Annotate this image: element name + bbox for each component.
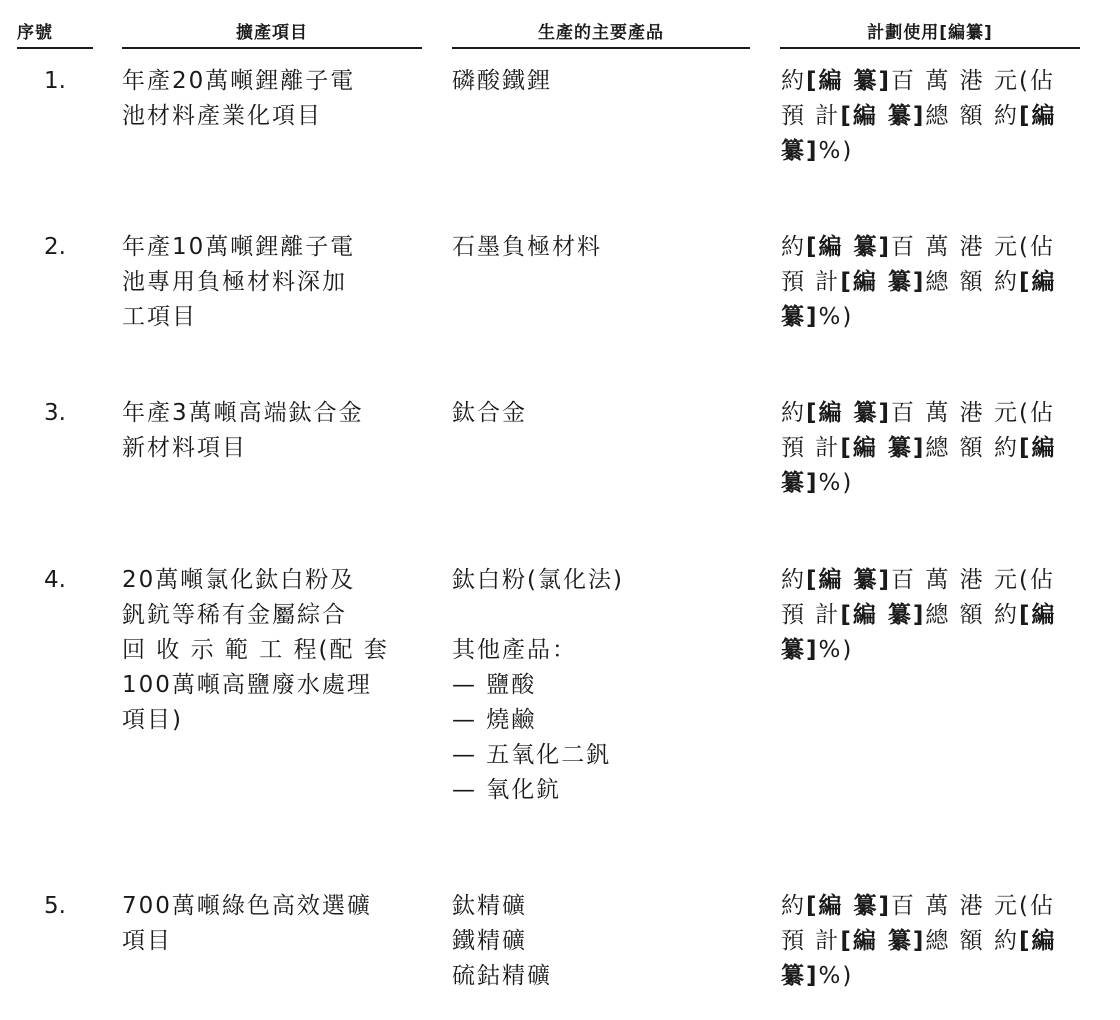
project-cell — [122, 64, 427, 134]
product-cell — [452, 230, 752, 265]
use-line-3 — [781, 633, 1086, 668]
use-line-1 — [781, 889, 1086, 924]
use-text: 預 計 — [781, 269, 841, 295]
spacer — [452, 598, 752, 633]
use-text: 預 計 — [781, 103, 841, 129]
use-text: 百 萬 港 元(佔 — [891, 68, 1055, 94]
redacted-marker: [編 — [1018, 269, 1057, 295]
product-line: 鈦精礦 — [452, 893, 527, 919]
product-line: 磷酸鐵鋰 — [452, 68, 552, 94]
redacted-marker: [編 纂] — [806, 68, 892, 94]
use-text: 百 萬 港 元(佔 — [891, 400, 1055, 426]
project-line: 年產20萬噸鋰離子電 — [122, 68, 356, 94]
redacted-marker: [編 纂] — [840, 435, 926, 461]
planned-use-cell — [781, 889, 1086, 994]
use-text: 約 — [781, 893, 806, 919]
use-text: 預 計 — [781, 602, 841, 628]
planned-use-cell — [781, 230, 1086, 335]
use-text: %) — [818, 304, 854, 330]
redacted-marker: [編 纂] — [806, 567, 892, 593]
use-line-1 — [781, 563, 1086, 598]
use-text: 約 — [781, 400, 806, 426]
header-planned-use: 計劃使用[編纂] — [780, 22, 1080, 49]
project-line: 回 收 示 範 工 程(配 套 — [122, 637, 389, 663]
project-line: 項目 — [122, 928, 172, 954]
use-line-2 — [781, 431, 1086, 466]
other-product-item: — 燒鹼 — [452, 707, 537, 733]
project-line: 釩鈧等稀有金屬綜合 — [122, 602, 347, 628]
redacted-marker: [編 — [1018, 928, 1057, 954]
redacted-marker: [編 纂] — [840, 602, 926, 628]
use-text: 預 計 — [781, 928, 841, 954]
project-cell — [122, 396, 427, 466]
other-product-item: — 五氧化二釩 — [452, 742, 612, 768]
project-line: 池材料產業化項目 — [122, 103, 322, 129]
redacted-marker: [編 纂] — [806, 893, 892, 919]
header-main-products: 生產的主要產品 — [452, 22, 750, 49]
redacted-marker: [編 纂] — [840, 103, 926, 129]
project-line: 項目) — [122, 707, 183, 733]
product-cell — [452, 64, 752, 99]
product-line: 石墨負極材料 — [452, 234, 602, 260]
product-cell — [452, 889, 752, 994]
use-text: 總 額 約 — [925, 103, 1019, 129]
use-line-3 — [781, 300, 1086, 335]
project-line: 池專用負極材料深加 — [122, 269, 347, 295]
use-line-3 — [781, 134, 1086, 169]
planned-use-cell — [781, 64, 1086, 169]
use-line-2 — [781, 598, 1086, 633]
redacted-marker: 纂] — [781, 470, 819, 496]
project-line: 年產10萬噸鋰離子電 — [122, 234, 356, 260]
project-cell — [122, 563, 427, 738]
use-line-1 — [781, 64, 1086, 99]
use-text: 總 額 約 — [925, 602, 1019, 628]
use-text: 百 萬 港 元(佔 — [891, 567, 1055, 593]
use-text: 總 額 約 — [925, 928, 1019, 954]
other-product-item: — 鹽酸 — [452, 672, 537, 698]
project-line: 年產3萬噸高端鈦合金 — [122, 400, 364, 426]
use-text: 預 計 — [781, 435, 841, 461]
use-line-2 — [781, 99, 1086, 134]
project-cell — [122, 889, 427, 959]
other-product-item: — 氧化鈧 — [452, 777, 562, 803]
header-serial-no: 序號 — [17, 22, 93, 49]
row-number: 4. — [44, 567, 66, 593]
other-products-label: 其他產品： — [452, 637, 577, 663]
redacted-marker: 纂] — [781, 963, 819, 989]
project-line: 工項目 — [122, 304, 197, 330]
use-text: 百 萬 港 元(佔 — [891, 893, 1055, 919]
product-line: 硫鈷精礦 — [452, 963, 552, 989]
redacted-marker: [編 — [1018, 602, 1057, 628]
project-line: 新材料項目 — [122, 435, 247, 461]
use-text: %) — [818, 637, 854, 663]
use-line-3 — [781, 466, 1086, 501]
redacted-marker: [編 纂] — [840, 928, 926, 954]
use-text: 約 — [781, 234, 806, 260]
use-text: 總 額 約 — [925, 269, 1019, 295]
product-cell — [452, 396, 752, 431]
use-line-2 — [781, 924, 1086, 959]
row-number: 1. — [44, 68, 66, 94]
project-line: 700萬噸綠色高效選礦 — [122, 893, 372, 919]
row-number: 5. — [44, 893, 66, 919]
use-text: %) — [818, 963, 854, 989]
row-number: 2. — [44, 234, 66, 260]
use-text: %) — [818, 470, 854, 496]
product-main: 鈦白粉(氯化法) — [452, 567, 624, 593]
use-line-2 — [781, 265, 1086, 300]
product-line: 鈦合金 — [452, 400, 527, 426]
product-line: 鐵精礦 — [452, 928, 527, 954]
use-text: 約 — [781, 68, 806, 94]
project-line: 20萬噸氯化鈦白粉及 — [122, 567, 356, 593]
use-line-1 — [781, 396, 1086, 431]
use-line-1 — [781, 230, 1086, 265]
redacted-marker: 纂] — [781, 637, 819, 663]
redacted-marker: 纂] — [781, 138, 819, 164]
use-line-3 — [781, 959, 1086, 994]
use-text: 百 萬 港 元(佔 — [891, 234, 1055, 260]
use-text: 約 — [781, 567, 806, 593]
use-text: %) — [818, 138, 854, 164]
planned-use-cell — [781, 396, 1086, 501]
project-line: 100萬噸高鹽廢水處理 — [122, 672, 372, 698]
redacted-marker: [編 — [1018, 103, 1057, 129]
use-text: 總 額 約 — [925, 435, 1019, 461]
planned-use-cell — [781, 563, 1086, 668]
redacted-marker: [編 纂] — [806, 400, 892, 426]
project-cell — [122, 230, 427, 335]
redacted-marker: [編 — [1018, 435, 1057, 461]
redacted-marker: [編 纂] — [840, 269, 926, 295]
row-number: 3. — [44, 400, 66, 426]
header-expansion-project: 擴產項目 — [122, 22, 422, 49]
redacted-marker: 纂] — [781, 304, 819, 330]
redacted-marker: [編 纂] — [806, 234, 892, 260]
product-cell — [452, 563, 752, 808]
